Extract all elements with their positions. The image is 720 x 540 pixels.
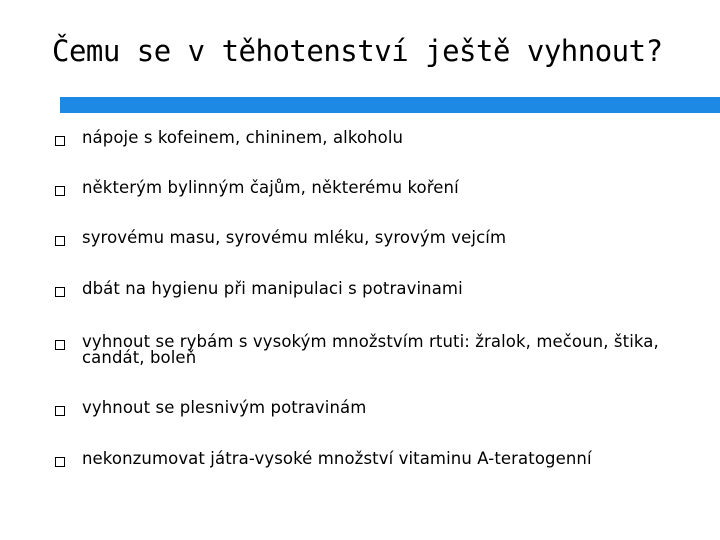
hollow-square-icon <box>55 136 65 146</box>
bullet-item <box>50 451 690 467</box>
bullet-item <box>50 281 690 297</box>
bullet-text: nápoje s kofeinem, chininem, alkoholu <box>82 128 404 147</box>
slide-title: Čemu se v těhotenství ještě vyhnout? <box>52 34 663 68</box>
bullet-text: nekonzumovat játra-vysoké množství vitaminu A-teratogenní <box>82 449 592 468</box>
bullet-text: některým bylinným čajům, některému koření <box>82 178 459 197</box>
bullet-item <box>50 130 690 146</box>
hollow-square-icon <box>55 287 65 297</box>
bullet-item <box>50 180 690 196</box>
bullet-item <box>50 334 690 366</box>
hollow-square-icon <box>55 340 65 350</box>
hollow-square-icon <box>55 457 65 467</box>
bullet-text: vyhnout se rybám s vysokým množstvím rtuti: žralok, mečoun, štika, candát, boleň <box>82 332 659 367</box>
bullet-text: dbát na hygienu při manipulaci s potravinami <box>82 279 463 298</box>
bullet-item <box>50 400 690 416</box>
hollow-square-icon <box>55 236 65 246</box>
bullet-item <box>50 230 690 246</box>
title-accent-bar <box>60 97 720 113</box>
bullet-text: syrovému masu, syrovému mléku, syrovým vejcím <box>82 228 507 247</box>
bullet-text: vyhnout se plesnivým potravinám <box>82 398 367 417</box>
hollow-square-icon <box>55 406 65 416</box>
hollow-square-icon <box>55 186 65 196</box>
